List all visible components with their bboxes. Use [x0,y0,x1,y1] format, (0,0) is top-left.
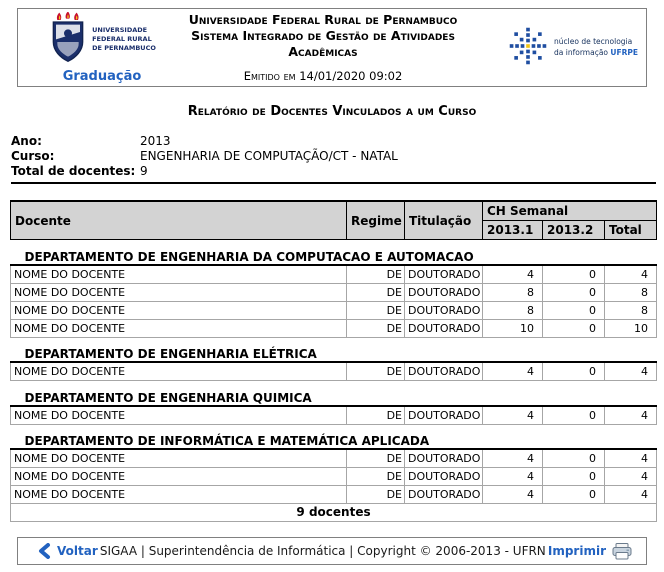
ch-2013-1-cell: 4 [483,406,543,425]
ch-2013-1-cell: 8 [483,301,543,319]
ch-2013-1-cell: 10 [483,319,543,337]
titulacao-cell: DOUTORADO [405,406,483,425]
department-heading: DEPARTAMENTO DE ENGENHARIA QUIMICA [11,391,657,406]
titulacao-cell: DOUTORADO [405,283,483,301]
department-heading: DEPARTAMENTO DE ENGENHARIA ELÉTRICA [11,347,657,362]
department-heading: DEPARTAMENTO DE INFORMÁTICA E MATEMÁTICA APLICADA [11,434,657,449]
docente-name-cell: NOME DO DOCENTE [11,265,347,284]
ch-total-cell: 4 [605,265,657,284]
docente-row [11,468,657,486]
ufrpe-logo-text: UNIVERSIDADE FEDERAL RURAL DE PERNAMBUCO [92,26,156,52]
col-header-ch-semanal: CH Semanal [483,201,657,221]
department-heading: DEPARTAMENTO DE ENGENHARIA DA COMPUTACAO E AUTOMACAO [11,250,657,265]
docentes-table [10,200,657,522]
report-info [11,134,656,184]
printer-icon [612,543,632,560]
ufrpe-logo-block [26,12,178,84]
section-spacer [11,337,657,347]
col-header-2013-2: 2013.2 [543,221,605,240]
system-title-block [178,12,468,84]
ch-2013-1-cell: 4 [483,449,543,468]
regime-cell: DE [347,362,405,381]
ufrpe-shield-icon [48,12,88,68]
titulacao-cell: DOUTORADO [405,265,483,284]
ch-total-cell: 4 [605,486,657,504]
footer-bar [17,537,647,565]
regime-cell: DE [347,283,405,301]
titulacao-cell: DOUTORADO [405,362,483,381]
ch-total-cell: 8 [605,301,657,319]
nti-logo-block [468,25,638,71]
ano-label: Ano: [11,134,42,148]
nti-starburst-icon [507,25,549,71]
ch-2013-1-cell: 4 [483,265,543,284]
system-title-line1: Universidade Federal Rural de Pernambuco [188,11,458,27]
nti-brand: UFRPE [610,47,638,57]
info-row-total-docentes [11,164,656,179]
info-row-curso [11,149,656,164]
nti-logo-text: núcleo de tecnologia da informação UFRPE [554,37,638,57]
total-docentes-cell: 9 docentes [11,504,657,522]
imprimir-label: Imprimir [547,544,606,558]
docente-row [11,265,657,284]
col-header-total: Total [605,221,657,240]
section-spacer [11,424,657,434]
department-heading-row [11,347,657,362]
system-title-line3: Acadêmicas [288,44,358,60]
col-header-titulacao: Titulação [405,201,483,240]
total-docentes-label: Total de docentes: [11,164,136,178]
department-heading-row [11,250,657,265]
docente-row [11,449,657,468]
voltar-label: Voltar [57,544,98,558]
docente-row [11,283,657,301]
ch-2013-1-cell: 4 [483,486,543,504]
total-docentes-row [11,504,657,522]
ch-2013-1-cell: 4 [483,468,543,486]
docente-name-cell: NOME DO DOCENTE [11,468,347,486]
ch-total-cell: 4 [605,468,657,486]
regime-cell: DE [347,301,405,319]
ch-2013-2-cell: 0 [543,406,605,425]
ch-2013-2-cell: 0 [543,301,605,319]
ch-2013-1-cell: 4 [483,362,543,381]
titulacao-cell: DOUTORADO [405,486,483,504]
page-title: Relatório de Docentes Vinculados a um Curso [187,104,477,119]
col-header-docente: Docente [11,201,347,240]
regime-cell: DE [347,319,405,337]
ch-2013-2-cell: 0 [543,449,605,468]
docente-name-cell: NOME DO DOCENTE [11,301,347,319]
titulacao-cell: DOUTORADO [405,319,483,337]
docente-name-cell: NOME DO DOCENTE [11,362,347,381]
curso-label: Curso: [11,149,55,163]
docente-row [11,486,657,504]
docente-row [11,406,657,425]
docente-name-cell: NOME DO DOCENTE [11,449,347,468]
curso-value: ENGENHARIA DE COMPUTAÇÃO/CT - NATAL [140,149,398,163]
ch-2013-2-cell: 0 [543,265,605,284]
ch-2013-2-cell: 0 [543,362,605,381]
flames [57,12,79,20]
docente-name-cell: NOME DO DOCENTE [11,486,347,504]
titulacao-cell: DOUTORADO [405,449,483,468]
ch-2013-2-cell: 0 [543,486,605,504]
imprimir-button[interactable] [548,543,632,560]
titulacao-cell: DOUTORADO [405,468,483,486]
footer-copyright: SIGAA | Superintendência de Informática | Copyright © 2006-2013 - UFRN [99,544,546,558]
col-header-regime: Regime [347,201,405,240]
docente-row [11,301,657,319]
ch-2013-2-cell: 0 [543,283,605,301]
emitted-date: Emitido em 14/01/2020 09:02 [243,69,403,84]
back-chevron-icon [38,543,51,559]
col-header-2013-1: 2013.1 [483,221,543,240]
docente-row [11,362,657,381]
regime-cell: DE [347,406,405,425]
total-docentes-value: 9 [140,164,148,178]
ch-total-cell: 4 [605,406,657,425]
regime-cell: DE [347,468,405,486]
department-heading-row [11,434,657,449]
ch-2013-1-cell: 8 [483,283,543,301]
docente-row [11,319,657,337]
page [0,8,664,572]
department-heading-row [11,391,657,406]
ano-value: 2013 [140,134,171,148]
ch-total-cell: 10 [605,319,657,337]
voltar-button[interactable] [38,543,98,559]
regime-cell: DE [347,265,405,284]
info-row-ano [11,134,656,149]
section-spacer [11,240,657,250]
report-table-body [11,240,657,522]
ch-2013-2-cell: 0 [543,468,605,486]
section-spacer [11,381,657,391]
docente-name-cell: NOME DO DOCENTE [11,283,347,301]
ch-2013-2-cell: 0 [543,319,605,337]
system-title-line2: Sistema Integrado de Gestão de Atividades [191,27,455,43]
docente-name-cell: NOME DO DOCENTE [11,319,347,337]
ch-total-cell: 8 [605,283,657,301]
regime-cell: DE [347,486,405,504]
titulacao-cell: DOUTORADO [405,301,483,319]
ch-total-cell: 4 [605,362,657,381]
docente-name-cell: NOME DO DOCENTE [11,406,347,425]
ch-total-cell: 4 [605,449,657,468]
graduacao-label: Graduação [62,68,142,84]
report-header [17,8,647,87]
regime-cell: DE [347,449,405,468]
